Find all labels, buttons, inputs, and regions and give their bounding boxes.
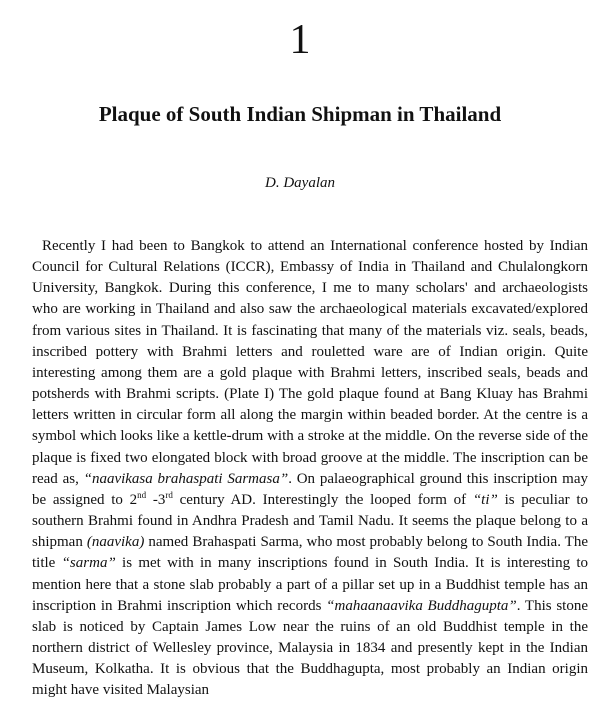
text-run: century AD. Interestingly the looped form of: [172, 491, 473, 508]
superscript: rd: [165, 489, 173, 500]
text-run: is met with in many inscriptions found in South India. It is interesting to mention here that a stone slab probably a part of a pillar set up in a Buddhist temple has an inscription in Brahmi inscription which records: [32, 555, 588, 614]
author-name: D. Dayalan: [265, 175, 335, 191]
body-paragraph: [32, 236, 588, 701]
italic-quote: “mahaanaavika Buddhagupta”: [326, 597, 517, 614]
superscript: nd: [137, 489, 147, 500]
text-run: . On palaeographical ground this inscription may be assigned to 2: [32, 470, 588, 508]
text-run: Recently I had been to Bangkok to attend an International conference hosted by Indian Council for Cultural Relations (ICCR), Embassy of India in Thailand and Chulalongkorn University, Bangkok. During this conference, I me to many scholars' and archaeologists who are working in Thailand and also saw the archaeological materials excavated/explored from various sites in Thailand. It is fascinating that many of the materials viz. seals, beads, inscribed pottery with Brahmi letters and rouletted ware are of Indian origin. Quite interesting among them are a gold plaque with Brahmi letters, inscribed seals, beads and potsherds with Brahmi scripts. (Plate I) The gold plaque found at Bang Kluay has Brahmi letters written in circular form all along the margin within beaded border. At the centre is a symbol which looks like a kettle-drum with a stroke at the middle. On the reverse side of the plaque is fixed two elongated block with broad groove at the middle. The inscription can be read as,: [32, 238, 588, 487]
text-run: -3: [146, 491, 166, 508]
italic-term: “ti”: [472, 491, 498, 508]
text-run: . This stone slab is noticed by Captain James Low near the ruins of an old Buddhist temple in the northern district of Wellesley province, Malaysia in 1834 and presently kept in the Indian Museum, Kolkatha. It is obvious that the Buddhagupta, most probably an Indian origin might have visited Malaysian: [32, 597, 588, 699]
text-run: named Brahaspati Sarma, who most probably belong to South India. The title: [32, 534, 588, 572]
italic-term: (naavika): [86, 534, 145, 551]
article-title: Plaque of South Indian Shipman in Thailand: [98, 102, 502, 126]
italic-term: “sarma”: [61, 555, 116, 572]
text-run: is peculiar to southern Brahmi found in Andhra Pradesh and Tamil Nadu. It seems the plaque belong to a shipman: [32, 491, 588, 551]
italic-quote: “naavikasa brahaspati Sarmasa”: [83, 470, 289, 487]
chapter-number: 1: [289, 17, 311, 63]
